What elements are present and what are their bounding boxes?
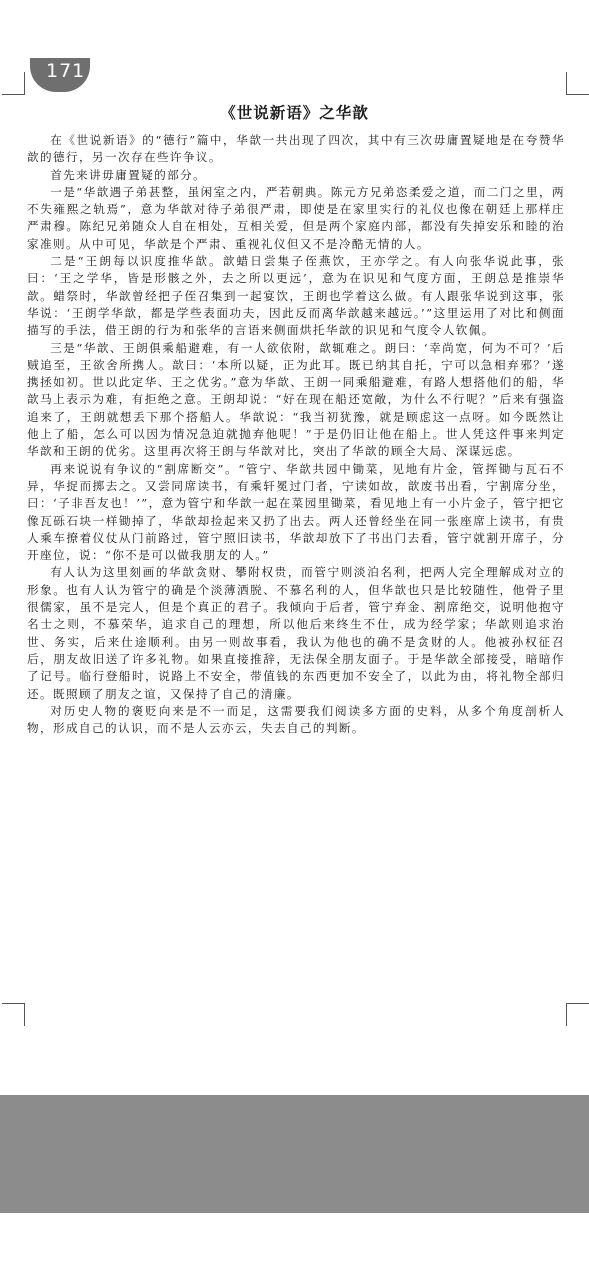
paragraph: 首先来讲毋庸置疑的部分。 bbox=[50, 167, 207, 182]
page-number: 171 bbox=[46, 60, 86, 82]
paragraph: 一是“华歆遇子弟甚整，虽闲室之内，严若朝典。陈元方兄弟恣柔爱之道，而二门之里，两不失雍熙之轨焉”，意为华歆对待子弟很严肃，即使是在家里实行的礼仪也像在朝廷上那样庄严肃穆。陈纪兄弟随众人自在相处，互相关爱，但是两个家庭内部，都没有失掉安乐和睦的治家准则。从中可见，华歆是个严肃、重视礼仪但又不是冷酷无情的人。 bbox=[27, 184, 565, 251]
paragraph: 在《世说新语》的“德行”篇中，华歆一共出现了四次，其中有三次毋庸置疑地是在夸赞华歆的德行，另一次存在些许争议。 bbox=[27, 133, 565, 165]
crop-mark-bottom-left bbox=[2, 1003, 25, 1026]
paragraph: 二是“王朗每以识度推华歆。歆蜡日尝集子侄燕饮，王亦学之。有人向张华说此事，张曰：‘王之学华，皆是形骸之外，去之所以更远’，意为在识见和气度方面，王朗总是推崇华歆。蜡祭时，华歆曾经把子侄召集到一起宴饮，王朗也学着这么做。有人跟张华说到这事，张华说：‘王朗学华歆，都是学些表面功夫，因此反而离华歆越来越远。’”这里运用了对比和侧面描写的手法，借王朗的行为和张华的言语来侧面烘托华歆的识见和气度令人钦佩。 bbox=[27, 254, 565, 338]
page-number-tab bbox=[30, 58, 90, 92]
paragraph: 再来说说有争议的“割席断交”。“管宁、华歆共园中锄菜，见地有片金，管挥锄与瓦石不异，华捉而掷去之。又尝同席读书，有乘轩冕过门者，宁读如故，歆废书出看，宁割席分坐，曰：‘子非吾友也！’”，意为管宁和华歆一起在菜园里锄菜，看见地上有一小片金子，管宁把它像瓦砾石块一样锄掉了，华歆却捡起来又扔了出去。两人还曾经坐在同一张座席上读书，有贵人乘车撩着仪仗从门前路过，管宁照旧读书，华歆却放下了书出门去看，管宁就割开席子，分开座位，说：“你不是可以做我朋友的人。” bbox=[27, 461, 565, 563]
article-body bbox=[27, 132, 565, 737]
crop-mark-bottom-right bbox=[566, 1003, 589, 1026]
crop-mark-top-left bbox=[2, 72, 25, 95]
paragraph: 对历史人物的褒贬向来是不一而足，这需要我们阅读多方面的史料，从多个角度剖析人物，形成自己的认识，而不是人云亦云，失去自己的判断。 bbox=[27, 703, 565, 736]
bottom-gray-band bbox=[0, 1095, 589, 1213]
paragraph: 三是“华歆、王朗俱乘船避难，有一人欲依附，歆辄难之。朗曰：‘幸尚宽，何为不可？’后贼追至，王欲舍所携人。歆曰：‘本所以疑，正为此耳。既已纳其自托，宁可以急相弃邪？’遂携拯如初。世以此定华、王之优劣。”意为华歆、王朗一同乘船避难，有路人想搭他们的船，华歆马上表示为难，有拒绝之意。王朗却说：“好在现在船还宽敞，为什么不行呢？”后来有强盗追来了，王朗就想丢下那个搭船人。华歆说：“我当初犹豫，就是顾虑这一点呀。如今既然让他上了船，怎么可以因为情况急迫就抛弃他呢！”于是仍旧让他在船上。世人凭这件事来判定华歆和王朗的优劣。这里再次将王朗与华歆对比，突出了华歆的顾全大局、深谋远虑。 bbox=[27, 340, 565, 459]
page-title: 《世说新语》之华歆 bbox=[220, 103, 369, 122]
crop-mark-top-right bbox=[566, 72, 589, 95]
paragraph: 有人认为这里刻画的华歆贪财、攀附权贵，而管宁则淡泊名利，把两人完全理解成对立的形象。也有人认为管宁的确是个淡薄洒脱、不慕名利的人，但华歆也只是比较随性，他骨子里很儒家，虽不是完人，但是个真正的君子。我倾向于后者，管宁弃金、割席绝交，说明他抱守名士之则，不慕荣华，追求自己的理想，所以他后来终生不仕，成为经学家；华歆则追求治世、务实，后来仕途顺利。由另一则故事看，我认为他也的确不是贪财的人。他被孙权征召后，朋友故旧送了许多礼物。如果直接推辞，无法保全朋友面子。于是华歆全部接受，暗暗作了记号。临行登船时，说路上不安全，带值钱的东西更加不安全了，以此为由，将礼物全部归还。既照顾了朋友之谊，又保持了自己的清廉。 bbox=[27, 565, 565, 701]
